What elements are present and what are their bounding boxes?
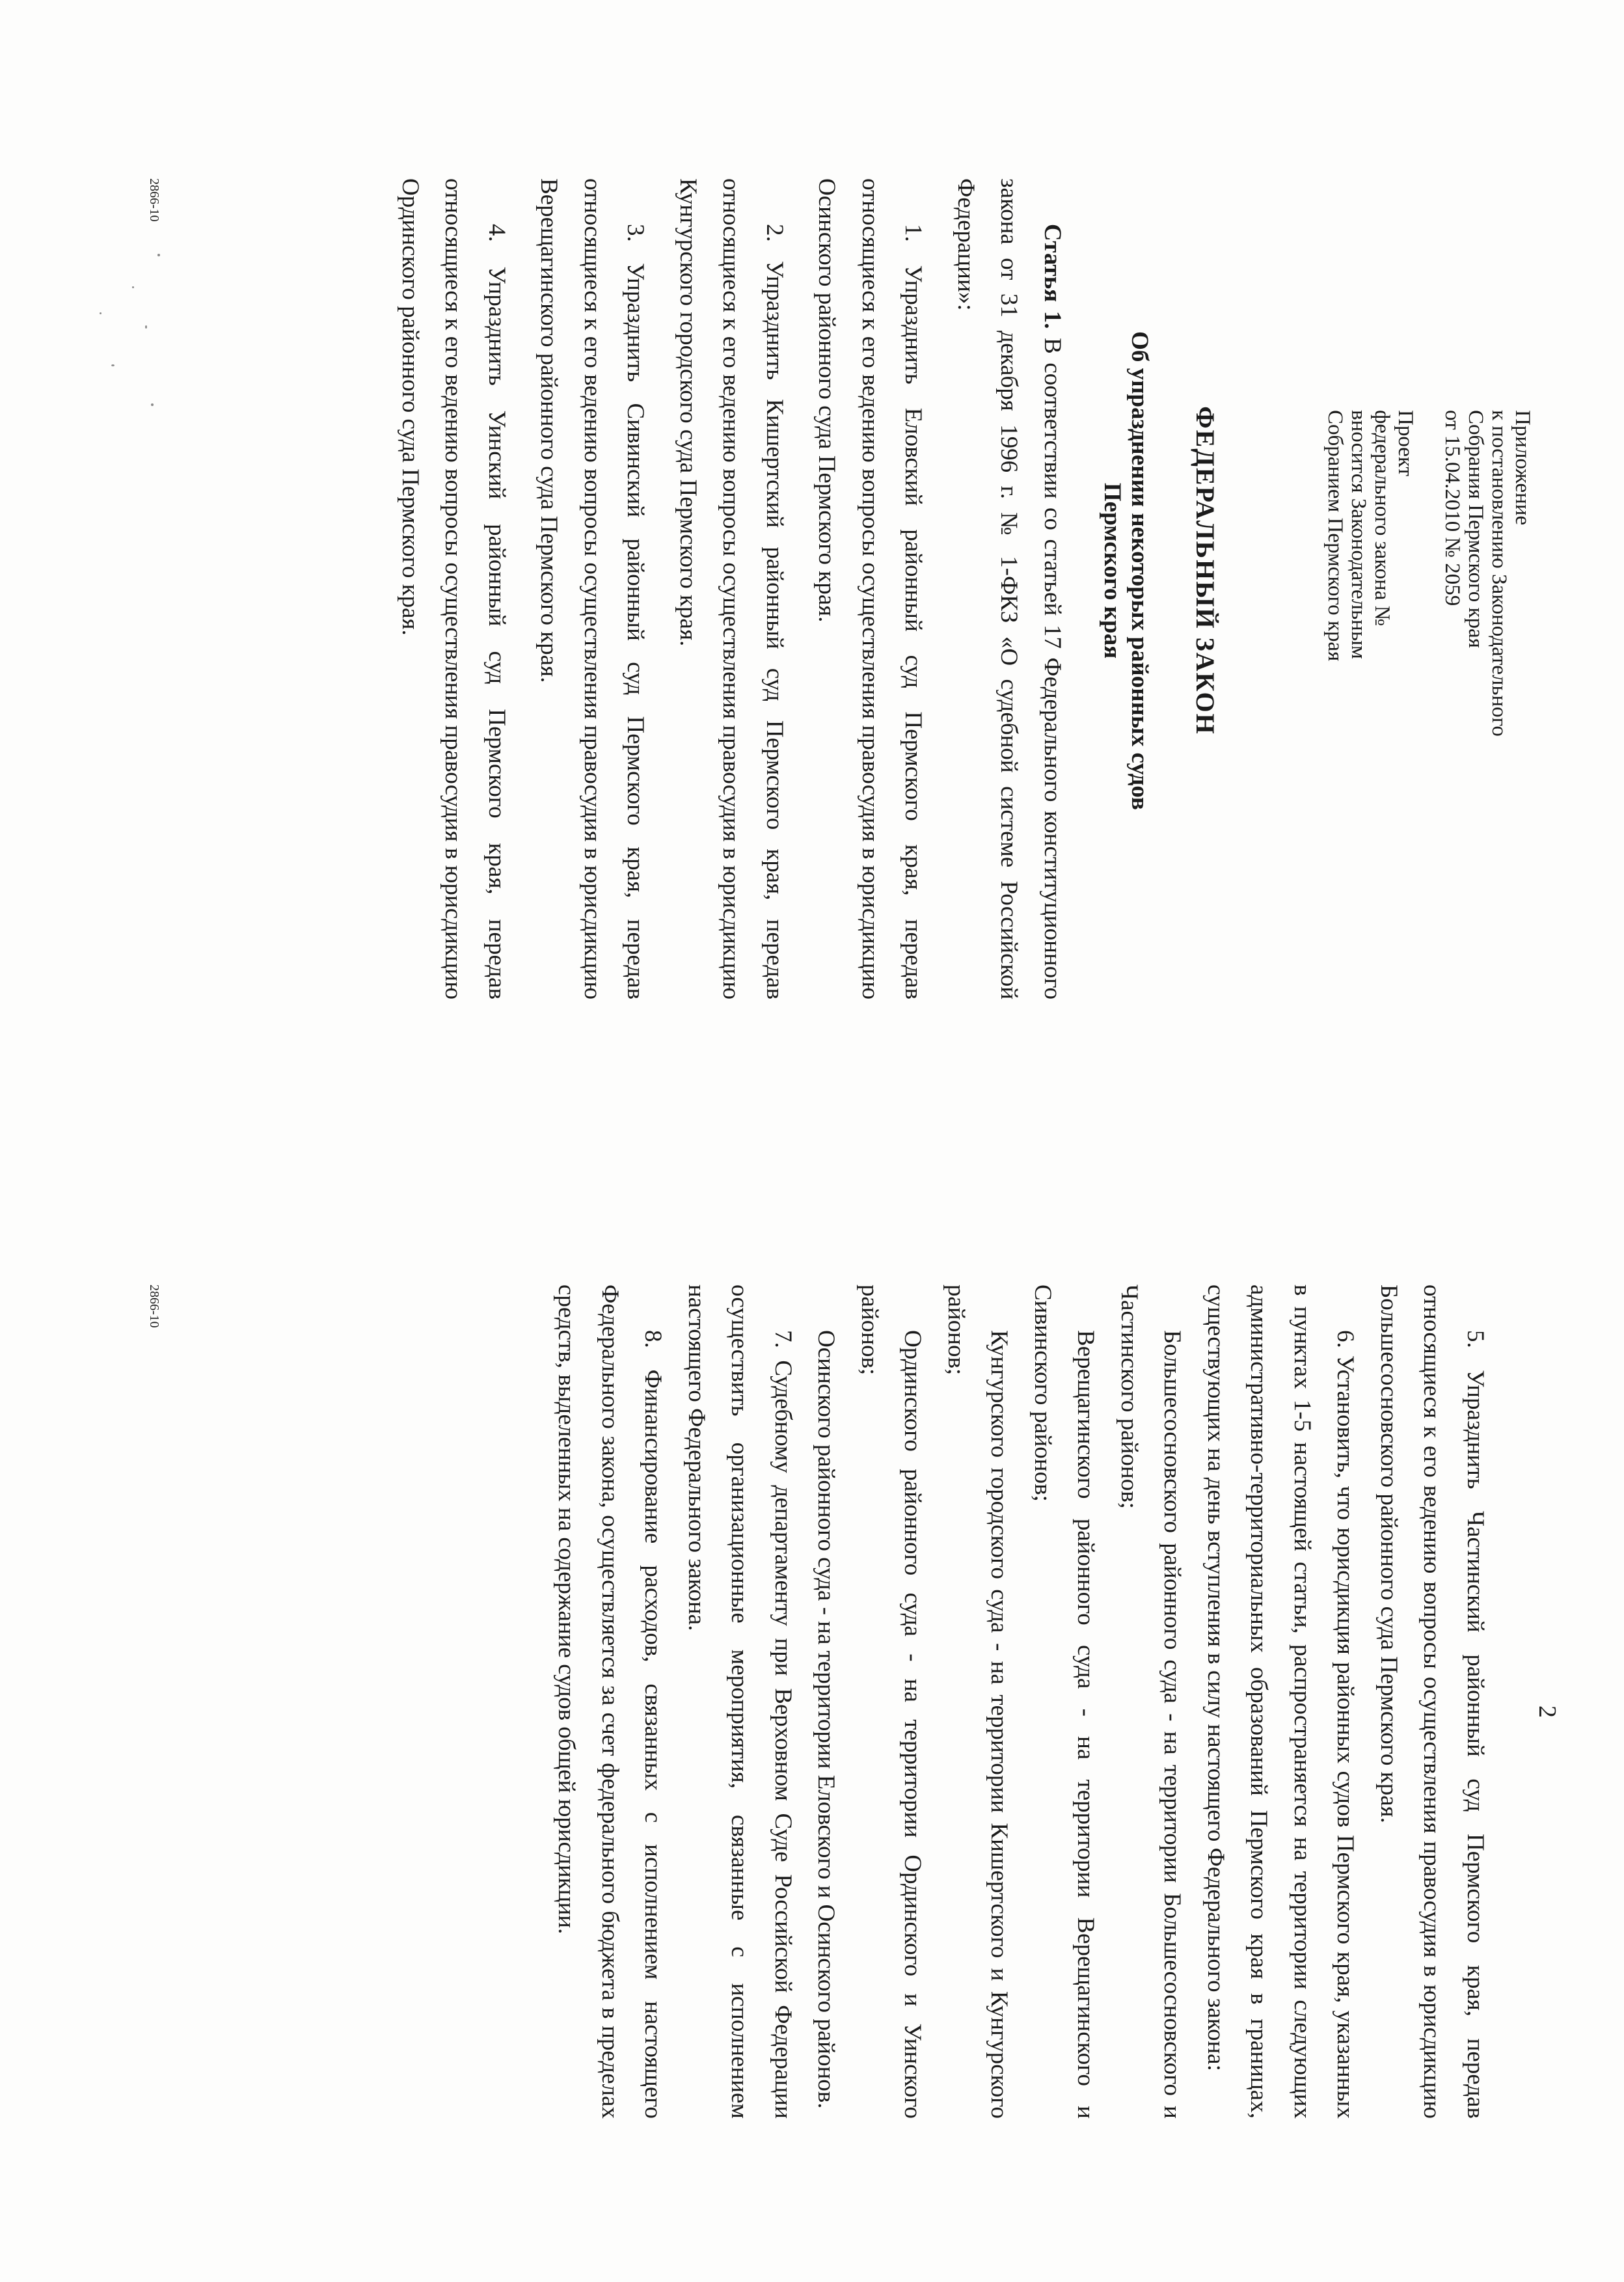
jurisdiction-item: Ординского районного суда - на территории Ординского и Уинского районов; [856,1284,927,2119]
document-code: 2866-10 [147,178,161,222]
page-number: 2 [1534,1705,1561,1718]
subtitle-line: Об упразднении некоторых районных судов [1126,331,1153,810]
article-item: 1. Упразднить Еловский районный суд Пермского края, передав относящиеся к его ведению вопросы осуществления правосудия в юрисдикцию Осинского районного суда Пермского края. [813,178,927,999]
project-line: Собранием Пермского края [1323,410,1347,662]
appendix-line: Собрания Пермского края [1464,410,1487,648]
document-code: 2866-10 [147,1284,161,1328]
appendix-line: Приложение [1511,410,1534,526]
project-line: вносится Законодательным [1347,410,1370,659]
article-body [388,178,1074,999]
law-subtitle [1098,0,1153,1141]
jurisdiction-item: Большесосновского районного суда - на территории Большесосновского и Частинского районов; [1116,1284,1186,2119]
project-line: Проект [1394,410,1417,476]
jurisdiction-item: Верещагинского районного суда - на территории Верещагинского и Сивинского районов; [1029,1284,1100,2119]
article-item: 6. Установить, что юрисдикция районных судов Пермского края, указанных в пунктах 1-5 настоящей статьи, распространяется на территории следующих административно-территориальных образований Пермского края в границах, существующих на день вступления в силу настоящего Федерального закона: [1202,1284,1359,2119]
jurisdiction-item: Осинского районного суда - на территории Еловского и Осинского районов. [813,1330,840,2109]
article-item: 5. Упразднить Частинский районный суд Пермского края, передав относящиеся к его ведению вопросы осуществления правосудия в юрисдикцию Большесосновского районного суда Пермского края. [1375,1284,1489,2119]
appendix-line: к постановлению Законодательного [1487,410,1511,737]
article-item: 3. Упразднить Сивинский районный суд Пермского края, передав относящиеся к его ведению вопросы осуществления правосудия в юрисдикцию Верещагинского районного суда Пермского края. [535,178,649,999]
article-item: 4. Упразднить Уинский районный суд Пермского края, передав относящиеся к его ведению вопросы осуществления правосудия в юрисдикцию Ординского районного суда Пермского края. [397,178,510,999]
appendix-line: от 15.04.2010 № 2059 [1441,410,1464,606]
article-item: 7. Судебному департаменту при Верховном Суде Российской Федерации осуществить организационные мероприятия, связанные с исполнением настоящего Федерального закона. [683,1284,796,2119]
page-two [0,1141,1624,2282]
article-intro [944,178,1074,999]
subtitle-line: Пермского края [1099,482,1126,659]
article-intro-text: В соответствии со статьей 17 Федерального конституционного закона от 31 декабря 1996 г. № 1-ФКЗ «О судебной системе Российской Федерации»: [953,178,1066,999]
project-line: федерального закона № [1370,410,1394,627]
law-title: ФЕДЕРАЛЬНЫЙ ЗАКОН [1191,406,1220,735]
article-item: 2. Упразднить Кишертский районный суд Пермского края, передав относящиеся к его ведению вопросы осуществления правосудия в юрисдикцию Кунгурского городского суда Пермского края. [675,178,788,999]
article-continuation [545,1284,1496,2119]
project-note [1323,410,1417,661]
jurisdiction-item: Кунгурского городского суда - на территории Кишертского и Кунгурского районов; [943,1284,1013,2119]
article-label: Статья 1. [1039,224,1066,329]
appendix-header [1441,410,1534,737]
scan-noise-mark [75,195,173,455]
article-item: 8. Финансирование расходов, связанных с исполнением настоящего Федерального закона, осуществляется за счет федерального бюджета в пределах средств, выделенных на содержание судов общей юрисдикции. [553,1284,667,2119]
